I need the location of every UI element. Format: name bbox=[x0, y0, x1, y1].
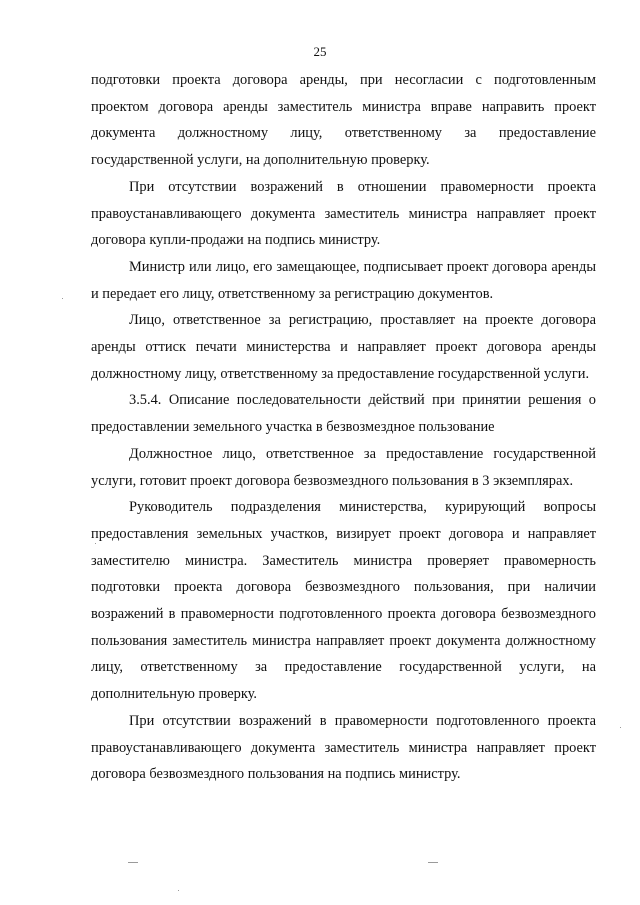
section-heading-3-5-4: 3.5.4. Описание последовательности действий при принятии решения о предоставлении земельного участка в безвозмездное пользование bbox=[91, 392, 596, 436]
paragraph-continuation: подготовки проекта договора аренды, при несогласии с подготовленным проектом договора аренды заместитель министра вправе направить проект документа должностному лицу, ответственному за предоставление государственной услуги, на дополнительную проверку. bbox=[91, 72, 596, 169]
paragraph-minister-signs: Министр или лицо, его замещающее, подписывает проект договора аренды и передает его лицу, ответственному за регистрацию документов. bbox=[91, 258, 596, 302]
scan-speck bbox=[95, 543, 96, 544]
scan-speck bbox=[178, 890, 179, 891]
scan-speck bbox=[128, 862, 138, 863]
document-body bbox=[91, 67, 596, 788]
scan-speck bbox=[428, 862, 438, 863]
paragraph-no-objections-free-use: При отсутствии возражений в правомерности подготовленного проекта правоустанавливающего документа заместитель министра направляет проект договора безвозмездного пользования на подпись министру. bbox=[91, 712, 596, 783]
page-number: 25 bbox=[313, 44, 327, 59]
paragraph-official-prepares: Должностное лицо, ответственное за предоставление государственной услуги, готовит проект договора безвозмездного пользования в 3 экземплярах. bbox=[91, 445, 596, 489]
paragraph-registration: Лицо, ответственное за регистрацию, проставляет на проекте договора аренды оттиск печати министерства и направляет проект договора аренды должностному лицу, ответственному за предоставление государственной услуги. bbox=[91, 312, 596, 382]
scan-speck bbox=[620, 727, 621, 728]
paragraph-no-objections-purchase: При отсутствии возражений в отношении правомерности проекта правоустанавливающего документа заместитель министра направляет проект договора купли-продажи на подпись министру. bbox=[91, 178, 596, 249]
scan-speck bbox=[62, 298, 63, 299]
paragraph-head-of-department: Руководитель подразделения министерства, курирующий вопросы предоставления земельных участков, визирует проект договора и направляет заместителю министра. Заместитель министра проверяет правомерность подготовки проекта договора безвозмездного пользования, при наличии возражений в правомерности подготовленного проекта договора безвозмездного пользования заместитель министра направляет проект документа должностному лицу, ответственному за предоставление государственной услуги, на дополнительную проверку. bbox=[91, 499, 596, 703]
